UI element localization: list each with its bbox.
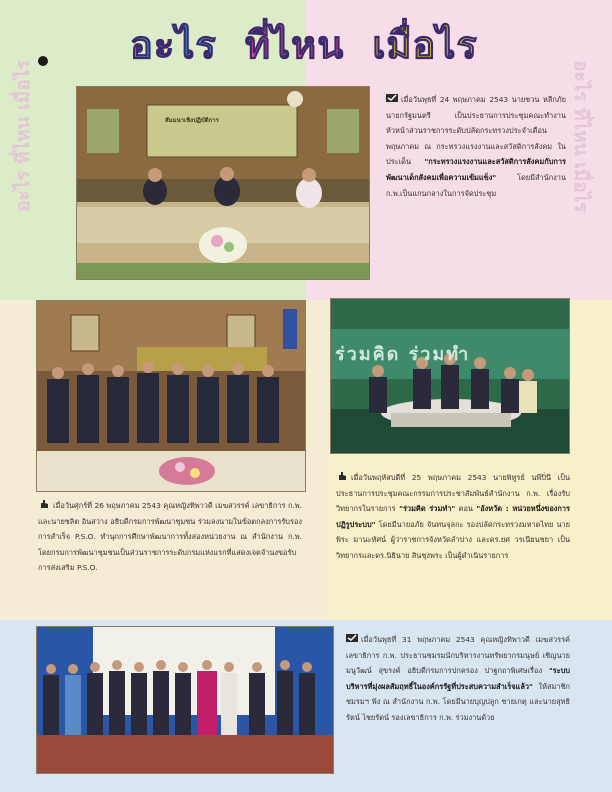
group-photo-image (37, 627, 333, 773)
story-4-highlight: "ระบบบริหารที่มุ่งผลสัมฤทธิ์ในองค์กรรัฐที่ประสบความสำเร็จแล้ว" (346, 666, 570, 691)
title-word-when: เมื่อไร (372, 23, 478, 67)
title-word-what: อะไร (130, 23, 217, 67)
story-1-body: เมื่อวันพุธที่ 24 พฤษภาคม 2543 นายชวน หลีกภัย นายกรัฐมนตรี เป็นประธานการประชุมคณะทำงานหัวหน้าส่วนราชการระดับปลัดกระทรวงประจำเดือนพฤษภาคม ณ กระทรวงแรงงานและสวัสดิการสังคม ในประเด็น (386, 95, 566, 167)
checkmark-icon (346, 633, 358, 643)
story-4-text (346, 632, 570, 726)
story-3-highlight-2: "อังหวัด : หน่วยหนึ่งของการปฏิรูประบบ" (336, 504, 570, 529)
photo-tv-program-panel (330, 298, 570, 454)
tv-program-photo-image (331, 299, 569, 453)
story-1-text (386, 92, 566, 201)
tv-program-banner: ร่วมคิด ร่วมทำ (335, 344, 471, 365)
story-3-text (336, 470, 570, 564)
story-2-text (38, 498, 302, 576)
meeting-photo-image (77, 87, 369, 279)
story-3-connector: ตอน (458, 504, 473, 514)
signing-photo-image (37, 301, 305, 491)
story-3-highlight-1: "ร่วมคิด ร่วมทำ" (399, 504, 456, 514)
hand-pointer-icon (336, 471, 348, 481)
story-1-body-end: โดยมีสำนักงาน ก.พ.เป็นแกนกลางในการจัดประชุม (386, 172, 566, 198)
side-text-left: อะไร ที่ไหน เมื่อไร (12, 59, 34, 212)
side-text-right: อะไร ที่ไหน เมื่อไร (570, 60, 592, 213)
story-3-body-end: โดยมีนายอภัย จันทนจุลกะ รองปลัดกระทรวงมหาดไทย นายพิระ มานะทัศน์ ผู้ว่าราชการจังหวัดลำปาง และดร.ยศ วรเนียนชยา เป็นวิทยากรและดร.นิธินาย สินชุงพระ เป็นผู้ดำเนินรายการ (336, 519, 570, 560)
meeting-photo-banner: สัมมนาเชิงปฏิบัติการ (165, 117, 219, 124)
hand-pointer-icon (38, 499, 50, 509)
photo-group-panel (36, 626, 334, 774)
photo-signing-panel (36, 300, 306, 492)
story-3-body: เมื่อวันพฤหัสบดีที่ 25 พฤษภาคม 2543 นายพิทูรย์ นพีปิ่นี เป็นประธานการประชุมคณะกรรมการประชาสัมพันธ์สำนักงาน ก.พ. เรื่องรับวิทยากรในรายการ (336, 473, 570, 514)
title-word-where: ที่ไหน (245, 23, 345, 67)
photo-meeting-panel (76, 86, 370, 280)
story-2-body: เมื่อวันศุกร์ที่ 26 พฤษภาคม 2543 คุณหญิงทิพาวดี เมฆสวรรค์ เลขาธิการ ก.พ. และนายชลิต อินสว่าง อธิบดีกรมการพัฒนาชุมชน ร่วมลงนามในข้อตกลงการรับรองการสำเร็จ P.S.O. ทำนุกการศึกษาพัฒนาการทั้งสองหน่วยงาน ณ สำนักงาน ก.พ. โดยกรมการพัฒนาชุมชนเป็นส่วนราชการระดับกรมแห่งแรกที่แสดงเจตจำนงขอรับการส่งเสริม P.S.O. (38, 501, 302, 573)
story-1-highlight: "กระทรวงแรงงานและสวัสดิการสังคมกับการพัฒนาเด็กสังคมเพื่อความเข้มแข็ง" (386, 157, 566, 182)
bullet-dot-icon (38, 56, 48, 66)
checkmark-icon (386, 93, 398, 103)
story-4-body-end: ให้สมาชิกชมรมฯ ฟัง ณ สำนักงาน ก.พ. โดยมีนายบุญปลูก ชายเกตุ และนายสุทธิรัตน์ ไชยรัตน์ รองเลขาธิการ ก.พ. ร่วมงานด้วย (346, 681, 570, 722)
story-4-body: เมื่อวันพุธที่ 31 พฤษภาคม 2543 คุณหญิงทิพาวดี เมฆสวรรค์ เลขาธิการ ก.พ. ประธานชมรมนักบริหารงานทรัพยากรมนุษย์ เชิญนายมนูวัฒน์ สุขรงค์ อธิบดีกรมการปกครอง ปาฐกถาพิเศษเรื่อง (346, 635, 570, 676)
page-title (130, 14, 478, 75)
